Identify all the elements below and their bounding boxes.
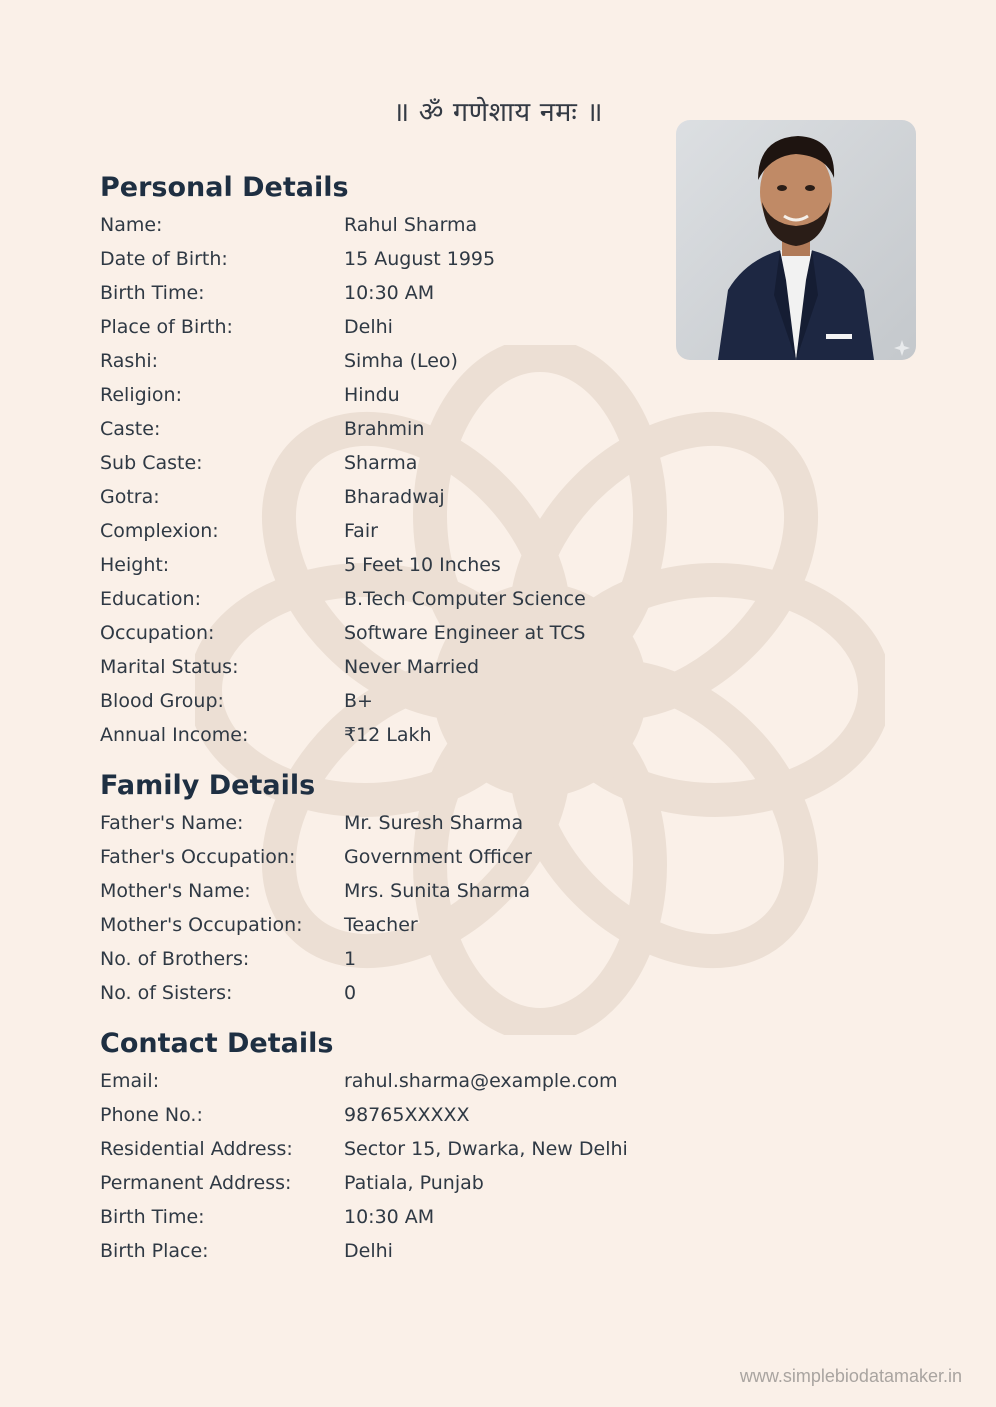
detail-value: Patiala, Punjab [344, 1172, 484, 1194]
detail-label: Phone No.: [100, 1104, 203, 1126]
detail-row [100, 616, 680, 650]
detail-row [100, 942, 680, 976]
detail-row [100, 276, 680, 310]
footer-website: www.simplebiodatamaker.in [739, 1366, 962, 1386]
detail-value: Brahmin [344, 418, 425, 440]
detail-value: Mrs. Sunita Sharma [344, 880, 531, 902]
detail-label: Date of Birth: [100, 248, 228, 270]
detail-row [100, 1166, 680, 1200]
detail-label: Place of Birth: [100, 316, 233, 338]
family-details-section [100, 766, 680, 1010]
detail-label: Father's Occupation: [100, 846, 296, 868]
detail-row [100, 840, 680, 874]
detail-row [100, 1234, 680, 1268]
detail-row [100, 1132, 680, 1166]
detail-label: Religion: [100, 384, 183, 406]
personal-details-rows [100, 208, 680, 752]
detail-label: Birth Time: [100, 1206, 205, 1228]
detail-value: Sharma [344, 452, 418, 474]
detail-value: Simha (Leo) [344, 350, 458, 372]
detail-value: 15 August 1995 [344, 248, 496, 270]
detail-row [100, 514, 680, 548]
detail-value: 10:30 AM [344, 1206, 435, 1228]
detail-row [100, 344, 680, 378]
detail-value: Bharadwaj [344, 486, 445, 508]
detail-value: Never Married [344, 656, 480, 678]
detail-row [100, 582, 680, 616]
detail-value: Delhi [344, 316, 393, 338]
detail-label: Complexion: [100, 520, 219, 542]
detail-value: ₹12 Lakh [344, 724, 432, 746]
detail-label: Annual Income: [100, 724, 249, 746]
detail-label: Mother's Occupation: [100, 914, 303, 936]
detail-value: rahul.sharma@example.com [344, 1070, 618, 1092]
detail-label: Mother's Name: [100, 880, 251, 902]
detail-label: Blood Group: [100, 690, 224, 712]
family-details-title: Family Details [100, 770, 316, 801]
detail-value: Teacher [344, 914, 418, 936]
detail-row [100, 310, 680, 344]
detail-value: B.Tech Computer Science [344, 588, 586, 610]
detail-label: Education: [100, 588, 201, 610]
detail-value: Government Officer [344, 846, 532, 868]
contact-details-section [100, 1024, 680, 1268]
detail-value: 5 Feet 10 Inches [344, 554, 501, 576]
detail-value: B+ [344, 690, 373, 712]
detail-value: Sector 15, Dwarka, New Delhi [344, 1138, 628, 1160]
detail-row [100, 908, 680, 942]
detail-label: Birth Place: [100, 1240, 209, 1262]
detail-row [100, 1098, 680, 1132]
detail-label: Sub Caste: [100, 452, 203, 474]
detail-value: 10:30 AM [344, 282, 435, 304]
detail-row [100, 378, 680, 412]
personal-details-section [100, 168, 680, 752]
detail-row [100, 874, 680, 908]
contact-details-rows [100, 1064, 680, 1268]
detail-row [100, 242, 680, 276]
detail-row [100, 718, 680, 752]
detail-value: Software Engineer at TCS [344, 622, 586, 644]
detail-label: Email: [100, 1070, 160, 1092]
detail-row [100, 1200, 680, 1234]
detail-row [100, 1064, 680, 1098]
detail-row [100, 446, 680, 480]
biodata-content [100, 168, 680, 1282]
personal-details-title: Personal Details [100, 172, 349, 203]
detail-row [100, 480, 680, 514]
detail-row [100, 976, 680, 1010]
detail-row [100, 548, 680, 582]
detail-row [100, 684, 680, 718]
detail-value: Hindu [344, 384, 400, 406]
detail-row [100, 208, 680, 242]
detail-label: Permanent Address: [100, 1172, 292, 1194]
detail-label: Marital Status: [100, 656, 239, 678]
contact-details-title: Contact Details [100, 1028, 334, 1059]
detail-label: Caste: [100, 418, 161, 440]
profile-photo [676, 120, 916, 360]
detail-label: Father's Name: [100, 812, 244, 834]
detail-label: Height: [100, 554, 170, 576]
detail-value: 98765XXXXX [344, 1104, 470, 1126]
detail-value: Rahul Sharma [344, 214, 478, 236]
detail-label: Birth Time: [100, 282, 205, 304]
detail-value: Delhi [344, 1240, 393, 1262]
detail-row [100, 650, 680, 684]
detail-value: Fair [344, 520, 378, 542]
detail-label: No. of Brothers: [100, 948, 250, 970]
detail-label: Name: [100, 214, 163, 236]
invocation-heading: ॥ ॐ गणेशाय नमः ॥ [392, 97, 604, 128]
detail-label: Gotra: [100, 486, 160, 508]
person-portrait-icon [676, 120, 916, 360]
detail-label: Residential Address: [100, 1138, 293, 1160]
detail-value: 0 [344, 982, 357, 1004]
detail-label: Rashi: [100, 350, 159, 372]
family-details-rows [100, 806, 680, 1010]
detail-value: 1 [344, 948, 357, 970]
detail-row [100, 412, 680, 446]
detail-label: No. of Sisters: [100, 982, 233, 1004]
detail-row [100, 806, 680, 840]
detail-value: Mr. Suresh Sharma [344, 812, 524, 834]
detail-label: Occupation: [100, 622, 215, 644]
